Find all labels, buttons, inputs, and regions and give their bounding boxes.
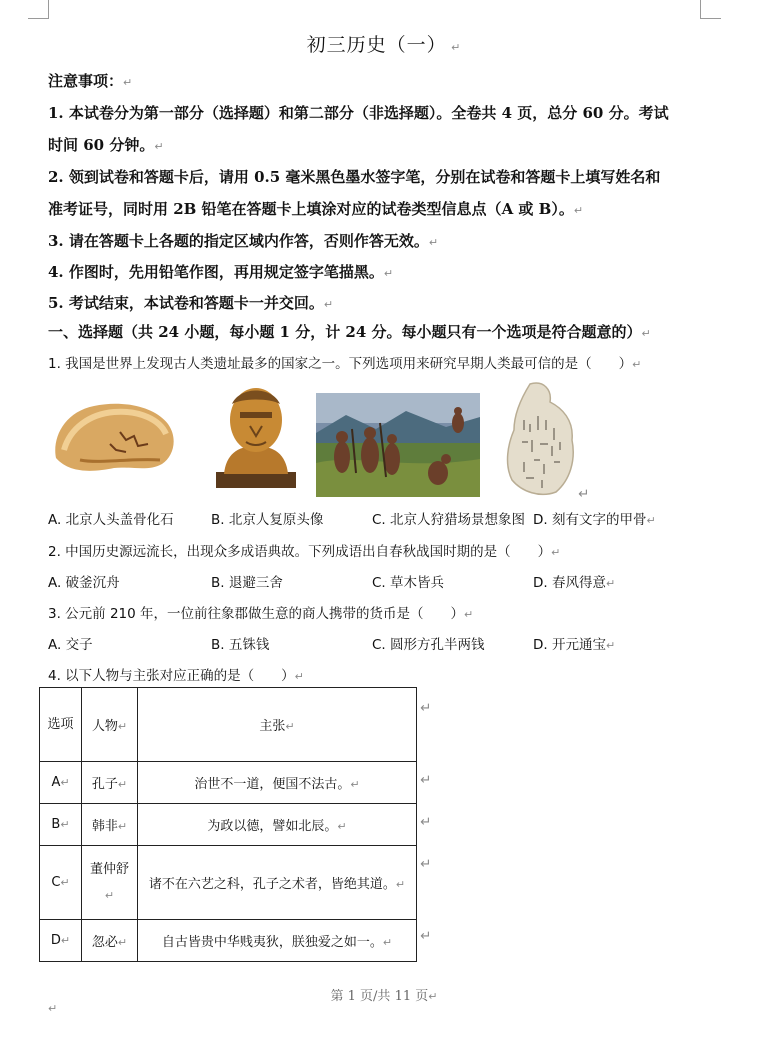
- row-person: 孔子↵: [82, 762, 138, 804]
- notice-item: 1. 本试卷分为第一部分（选择题）和第二部分（非选择题）。全卷共 4 页，总分 60 分。考试: [48, 104, 669, 122]
- page-title: 初三历史（一） ↵: [306, 34, 462, 56]
- row-proposition: 为政以德，譬如北辰。↵: [138, 804, 417, 846]
- paragraph-mark: ↵: [420, 772, 432, 788]
- table-row: [40, 920, 417, 962]
- paragraph-mark: ↵: [48, 1002, 58, 1015]
- header-option: 选项: [40, 688, 82, 762]
- crop-mark-top-left: [28, 0, 49, 19]
- reconstructed-head-image: [210, 380, 302, 490]
- question-1-option-d: D. 刻有文字的甲骨↵: [533, 512, 656, 528]
- question-2-option-b: B. 退避三舍: [211, 575, 283, 591]
- header-proposition: 主张↵: [138, 688, 417, 762]
- question-3-option-d: D. 开元通宝↵: [533, 637, 616, 653]
- table-row: [40, 762, 417, 804]
- paragraph-mark: ↵: [420, 856, 432, 872]
- notice-item: 5. 考试结束，本试卷和答题卡一并交回。↵: [48, 294, 334, 312]
- question-2-option-d: D. 春风得意↵: [533, 575, 616, 591]
- oracle-bone-image: [500, 380, 582, 498]
- notice-item: 准考证号，同时用 2B 铅笔在答题卡上填涂对应的试卷类型信息点（A 或 B）。↵: [48, 200, 584, 218]
- paragraph-mark: ↵: [578, 486, 590, 502]
- row-proposition: 自古皆贵中华贱夷狄，朕独爱之如一。↵: [138, 920, 417, 962]
- page-footer: 第 1 页/共 11 页↵: [330, 989, 438, 1004]
- notice-item: 3. 请在答题卡上各题的指定区域内作答，否则作答无效。↵: [48, 232, 439, 250]
- table-row: [40, 846, 417, 920]
- question-3-stem: 3. 公元前 210 年，一位前往象郡做生意的商人携带的货币是（ ）↵: [48, 606, 474, 622]
- notice-item: 时间 60 分钟。↵: [48, 136, 164, 154]
- question-2-option-c: C. 草木皆兵: [372, 575, 445, 591]
- row-option: D↵: [40, 920, 82, 962]
- question-2-stem: 2. 中国历史源远流长，出现众多成语典故。下列成语出自春秋战国时期的是（ ）↵: [48, 544, 561, 560]
- skull-fossil-image: [50, 398, 180, 480]
- row-option: B↵: [40, 804, 82, 846]
- question-3-option-b: B. 五铢钱: [211, 637, 270, 653]
- question-1-option-a: A. 北京人头盖骨化石: [48, 512, 174, 528]
- paragraph-mark: ↵: [420, 928, 432, 944]
- crop-mark-top-right: [700, 0, 721, 19]
- row-proposition: 诸不在六艺之科，孔子之术者，皆绝其道。↵: [138, 846, 417, 920]
- hunting-scene-image: [316, 393, 480, 497]
- row-option: C↵: [40, 846, 82, 920]
- row-person: 韩非↵: [82, 804, 138, 846]
- paragraph-mark: ↵: [420, 700, 432, 716]
- table-row: [40, 804, 417, 846]
- question-1-stem: 1. 我国是世界上发现古人类遗址最多的国家之一。下列选项用来研究早期人类最可信的是（ ）↵: [48, 356, 642, 372]
- paragraph-mark: ↵: [420, 814, 432, 830]
- notice-heading: 注意事项：↵: [48, 72, 133, 90]
- row-person: 董仲舒↵: [82, 846, 138, 920]
- row-option: A↵: [40, 762, 82, 804]
- question-4-table: [39, 687, 417, 962]
- section-heading: 一、选择题（共 24 小题，每小题 1 分，计 24 分。每小题只有一个选项是符合题意的）↵: [48, 323, 651, 341]
- table-header-row: [40, 688, 417, 762]
- question-3-option-c: C. 圆形方孔半两钱: [372, 637, 485, 653]
- question-4-stem: 4. 以下人物与主张对应正确的是（ ）↵: [48, 668, 304, 684]
- row-person: 忽必↵: [82, 920, 138, 962]
- header-person: 人物↵: [82, 688, 138, 762]
- notice-item: 4. 作图时，先用铅笔作图，再用规定签字笔描黑。↵: [48, 263, 394, 281]
- question-3-option-a: A. 交子: [48, 637, 93, 653]
- notice-item: 2. 领到试卷和答题卡后，请用 0.5 毫米黑色墨水签字笔，分别在试卷和答题卡上填写姓名和: [48, 168, 661, 186]
- question-2-option-a: A. 破釜沉舟: [48, 575, 120, 591]
- row-proposition: 治世不一道，便国不法古。↵: [138, 762, 417, 804]
- question-1-option-b: B. 北京人复原头像: [211, 512, 324, 528]
- question-1-option-c: C. 北京人狩猎场景想象图: [372, 512, 526, 528]
